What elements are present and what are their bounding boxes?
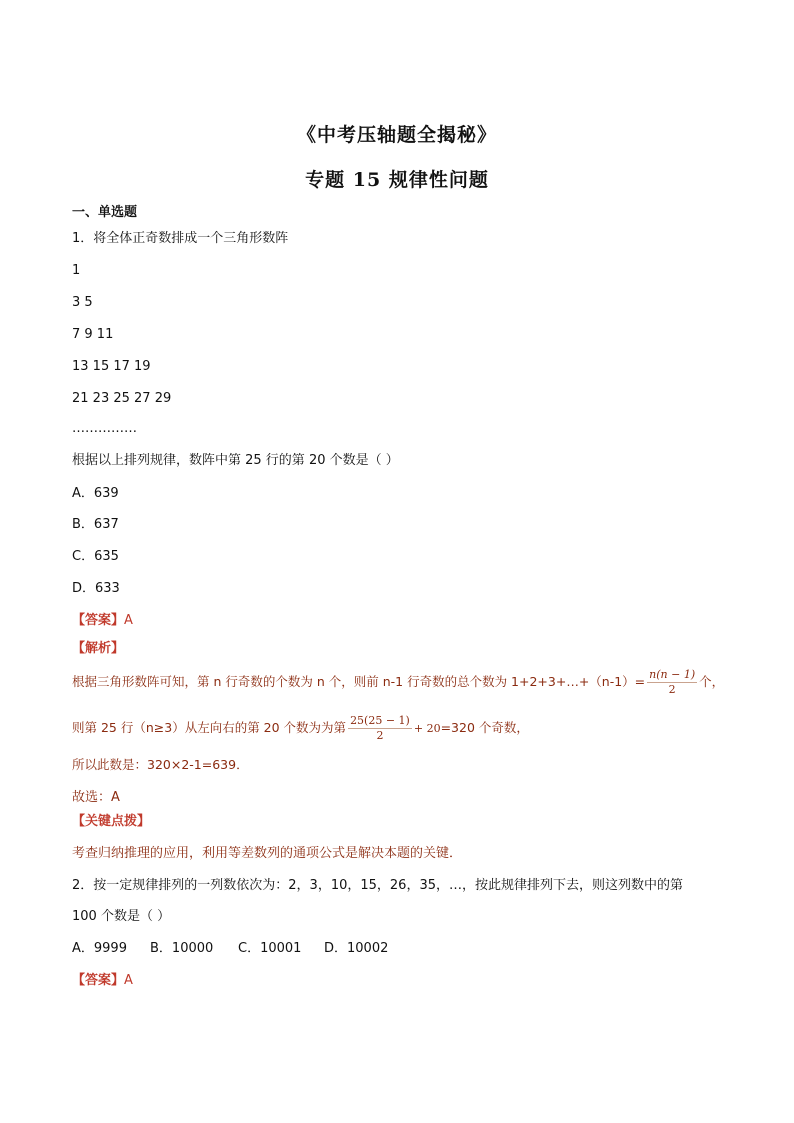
choose-line: 故选：A	[72, 790, 120, 805]
analysis-line-1-tail: 个，	[699, 674, 725, 689]
fraction-25-times-24-over-2	[348, 714, 412, 743]
q2-option-a: A．9999	[72, 941, 127, 956]
q1-option-c: C．635	[72, 549, 119, 564]
fraction-denominator: 2	[668, 683, 676, 696]
answer-tag: 【答案】	[72, 613, 125, 628]
q1-option-d: D．633	[72, 581, 120, 596]
q1-row-2: 3 5	[72, 295, 93, 310]
q2-option-c: C．10001	[238, 941, 302, 956]
q2-option-d: D．10002	[324, 941, 389, 956]
analysis-line-2	[72, 714, 529, 743]
q1-row-ellipsis: ……………	[72, 421, 137, 436]
analysis-line-3: 所以此数是：320×2-1=639．	[72, 757, 249, 772]
answer-value: A	[124, 613, 133, 628]
analysis-line-1	[72, 668, 724, 697]
fraction-denominator: 2	[376, 729, 384, 742]
analysis-tag: 【解析】	[72, 641, 125, 656]
answer-tag: 【答案】	[72, 973, 125, 988]
q1-answer	[72, 612, 133, 630]
q1-stem: 1．将全体正奇数排成一个三角形数阵	[72, 231, 289, 246]
q2-option-b: B．10000	[150, 941, 214, 956]
q2-stem-line-1: 2．按一定规律排列的一列数依次为：2，3，10，15，26，35，…，按此规律排列下去，则这列数中的第	[72, 878, 683, 893]
q2-answer	[72, 972, 133, 990]
q1-option-a: A．639	[72, 486, 119, 501]
key-tag: 【关键点拨】	[72, 814, 151, 829]
fraction-numerator: n(n − 1)	[649, 668, 696, 681]
q1-row-5: 21 23 25 27 29	[72, 391, 172, 406]
analysis-line-2-plus: + 20	[413, 722, 441, 735]
q2-stem-line-2: 100 个数是（ ）	[72, 909, 171, 924]
q1-option-b: B．637	[72, 517, 119, 532]
topic-title: 专题 15 规律性问题	[305, 169, 489, 191]
book-title: 《中考压轴题全揭秘》	[296, 124, 497, 146]
analysis-line-1-text: 根据三角形数阵可知，第 n 行奇数的个数为 n 个，则前 n-1 行奇数的总个数为 1+2+3+…+（n-1）=	[72, 674, 646, 689]
answer-value: A	[124, 973, 133, 988]
q2-options	[72, 940, 388, 958]
section-heading: 一、单选题	[72, 205, 138, 220]
analysis-line-2-text: 则第 25 行（n≥3）从左向右的第 20 个数为为第	[72, 720, 347, 735]
fraction-numerator: 25(25 − 1)	[350, 714, 410, 727]
q1-row-3: 7 9 11	[72, 327, 114, 342]
q1-row-1: 1	[72, 263, 81, 278]
key-text: 考查归纳推理的应用，利用等差数列的通项公式是解决本题的关键．	[72, 846, 463, 861]
q1-row-4: 13 15 17 19	[72, 359, 151, 374]
fraction-n-n-minus-1-over-2	[647, 668, 697, 697]
q1-question: 根据以上排列规律，数阵中第 25 行的第 20 个数是（ ）	[72, 453, 399, 468]
analysis-line-2-tail: =320 个奇数，	[440, 720, 529, 735]
